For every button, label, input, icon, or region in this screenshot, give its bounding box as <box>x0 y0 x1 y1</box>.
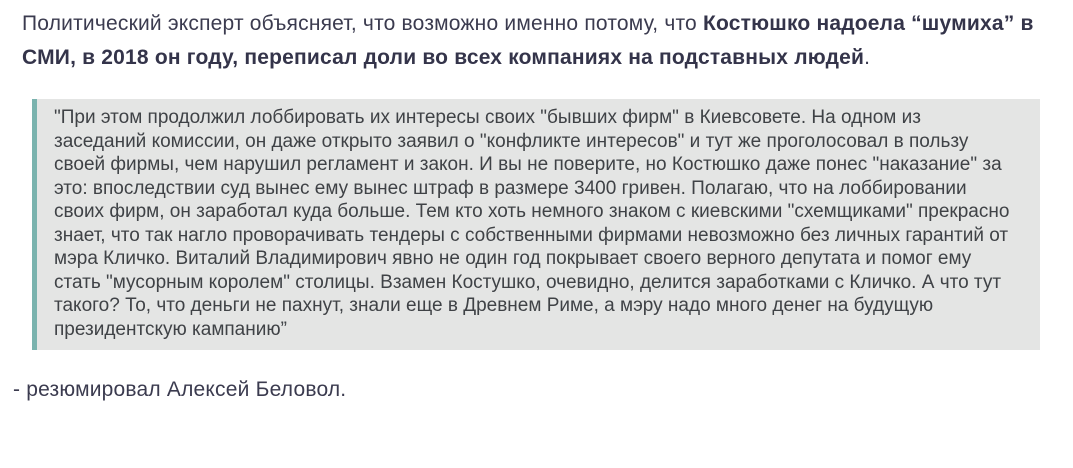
intro-paragraph <box>22 7 1051 75</box>
expert-quote-text: "При этом продолжил лоббировать их интересы своих "бывших фирм" в Киевсовете. На одном из заседаний комиссии, он даже открыто заявил о "конфликте интересов" и тут же проголосовал в пользу своей фирмы, чем нарушил регламент и закон. И вы не поверите, но Костюшко даже понес "наказание" за это: впоследствии суд вынес ему вынес штраф в размере 3400 гривен. Полагаю, что на лоббировании своих фирм, он заработал куда больше. Тем кто хоть немного знаком с киевскими "схемщиками" прекрасно знает, что так нагло проворачивать тендеры с собственными фирмами невозможно без личных гарантий от мэра Кличко. Виталий Владимирович явно не один год покрывает своего верного депутата и помог ему стать "мусорным королем" столицы. Взамен Костушко, очевидно, делится заработками с Кличко. А что тут такого? То, что деньги не пахнут, знали еще в Древнем Риме, а мэру надо много денег на будущую президентскую кампанию” <box>54 107 1010 340</box>
quote-attribution: - резюмировал Алексей Беловол. <box>13 378 347 401</box>
expert-quote-block <box>32 99 1040 350</box>
intro-text-regular: Политический эксперт объясняет, что возможно именно потому, что <box>22 12 703 35</box>
intro-text-suffix: . <box>864 46 871 69</box>
intro-text-bold: Костюшко надоела “шумиха” в СМИ, в 2018 он году, переписал доли во всех компаниях на подставных людей <box>22 12 1034 69</box>
